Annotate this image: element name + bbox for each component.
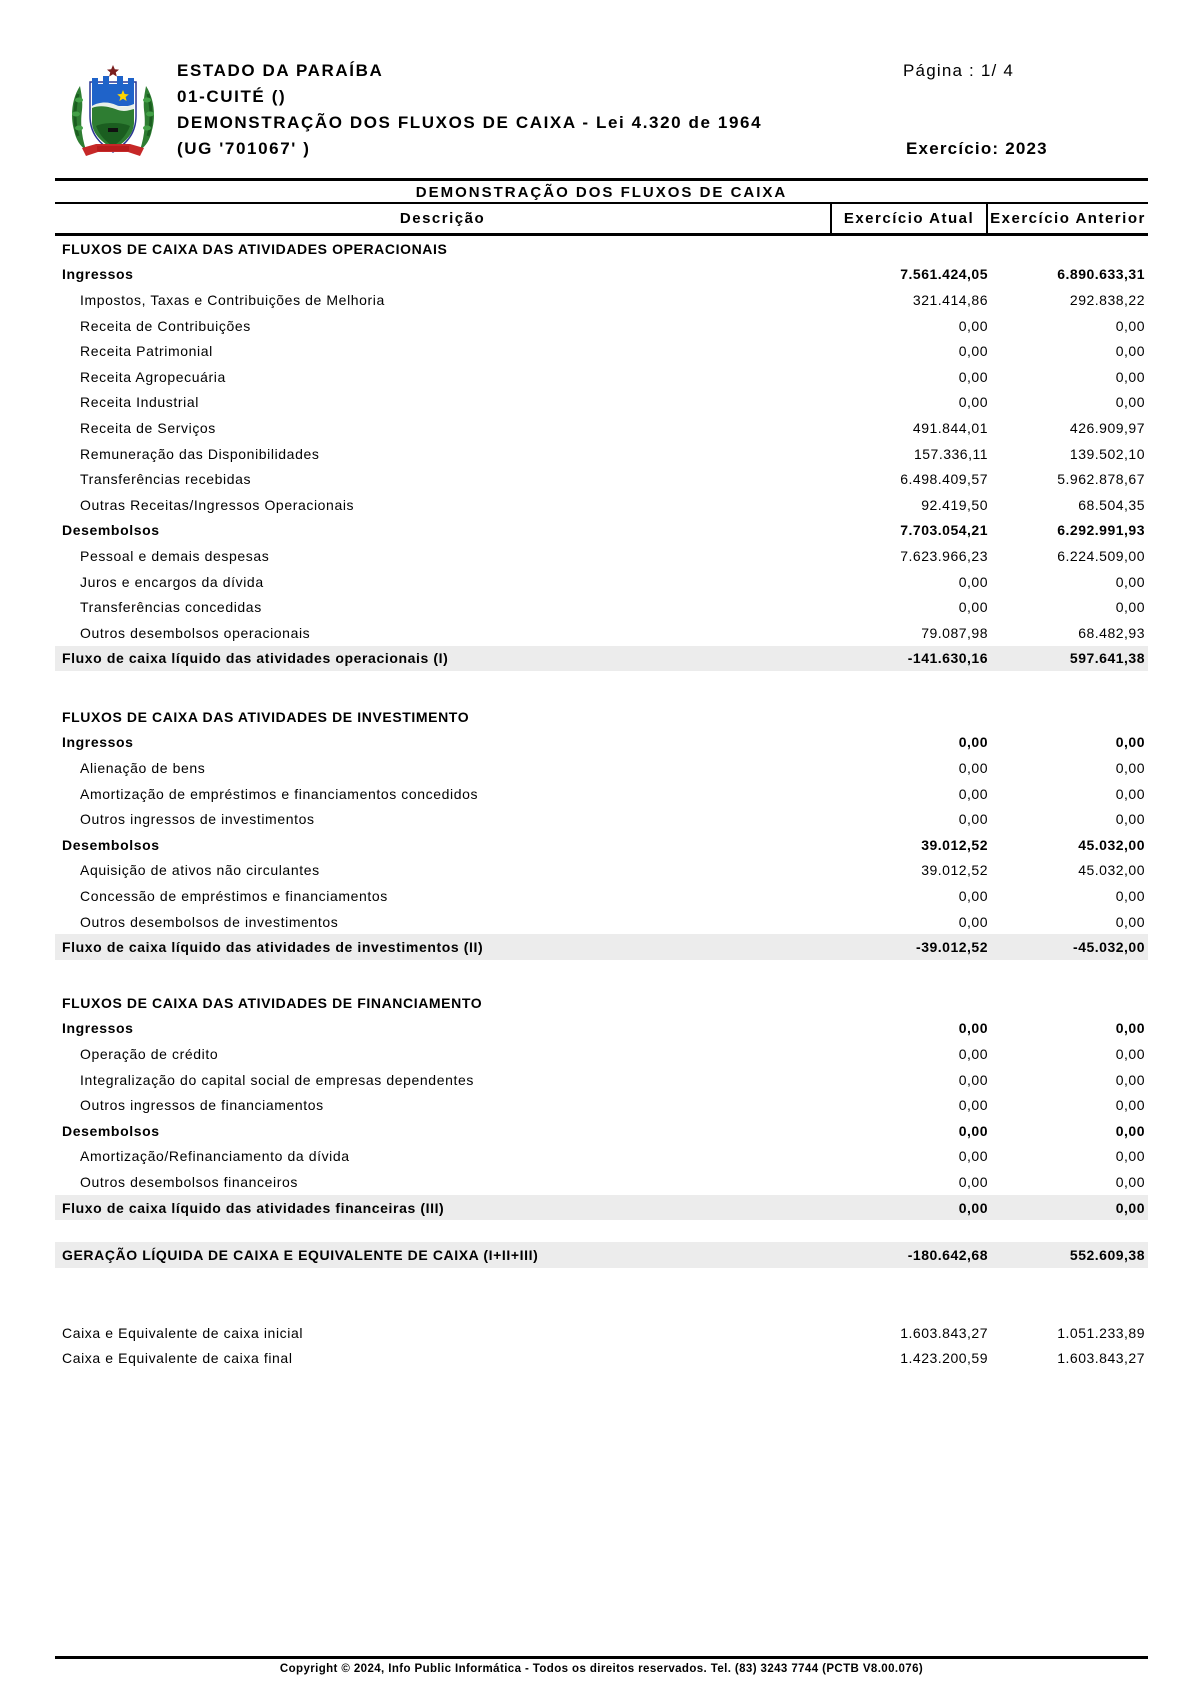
ug-code: (UG '701067' ) [177, 139, 311, 158]
row-label: Outros desembolsos financeiros [80, 1173, 298, 1190]
table-header-row [55, 204, 1148, 236]
value-exercicio-anterior: 6.224.509,00 [1057, 547, 1145, 564]
row-label: Receita Agropecuária [80, 368, 226, 385]
row-label: FLUXOS DE CAIXA DAS ATIVIDADES DE INVESTIMENTO [62, 708, 470, 725]
table-row [55, 1016, 1148, 1042]
total-row [55, 934, 1148, 960]
value-exercicio-anterior: 1.051.233,89 [1057, 1324, 1145, 1341]
value-exercicio-anterior: 1.603.843,27 [1057, 1350, 1145, 1367]
value-exercicio-anterior: 5.962.878,67 [1057, 471, 1145, 488]
value-exercicio-anterior: 292.838,22 [1069, 291, 1145, 308]
row-label: Receita Industrial [80, 394, 199, 411]
section-spacer [55, 1268, 1148, 1320]
row-label: Caixa e Equivalente de caixa final [62, 1350, 293, 1367]
value-exercicio-atual: 321.414,86 [912, 291, 988, 308]
value-exercicio-anterior: 139.502,10 [1069, 445, 1145, 462]
table-row [55, 1169, 1148, 1195]
value-exercicio-atual: 0,00 [958, 317, 988, 334]
table-row [55, 1320, 1148, 1346]
value-exercicio-anterior: 0,00 [1115, 1199, 1145, 1216]
row-label: Desembolsos [62, 522, 160, 539]
table-row [55, 569, 1148, 595]
value-exercicio-anterior: 0,00 [1115, 1122, 1145, 1139]
value-exercicio-atual: 0,00 [958, 1020, 988, 1037]
row-label: Fluxo de caixa líquido das atividades de investimentos (II) [62, 939, 484, 956]
value-exercicio-atual: 0,00 [958, 1173, 988, 1190]
column-header-exercicio-anterior: Exercício Anterior [990, 210, 1146, 227]
value-exercicio-anterior: 426.909,97 [1069, 419, 1145, 436]
table-title: DEMONSTRAÇÃO DOS FLUXOS DE CAIXA [55, 181, 1148, 204]
value-exercicio-anterior: 0,00 [1115, 785, 1145, 802]
value-exercicio-atual: 0,00 [958, 1046, 988, 1063]
row-label: GERAÇÃO LÍQUIDA DE CAIXA E EQUIVALENTE DE CAIXA (I+II+III) [62, 1247, 539, 1264]
table-row [55, 620, 1148, 646]
value-exercicio-anterior: 0,00 [1115, 811, 1145, 828]
value-exercicio-atual: 79.087,98 [921, 624, 988, 641]
table-row [55, 806, 1148, 832]
value-exercicio-atual: 0,00 [958, 1148, 988, 1165]
table-row [55, 441, 1148, 467]
value-exercicio-atual: 0,00 [958, 785, 988, 802]
table-row [55, 338, 1148, 364]
table-row [55, 1144, 1148, 1170]
value-exercicio-atual: 1.603.843,27 [900, 1324, 988, 1341]
report-header [177, 58, 762, 162]
value-exercicio-atual: 0,00 [958, 1071, 988, 1088]
table-row [55, 1118, 1148, 1144]
table-row [55, 390, 1148, 416]
row-label: Desembolsos [62, 1122, 160, 1139]
value-exercicio-anterior: 552.609,38 [1069, 1247, 1145, 1264]
table-row [55, 1092, 1148, 1118]
value-exercicio-atual: 0,00 [958, 343, 988, 360]
row-label: Receita Patrimonial [80, 343, 213, 360]
value-exercicio-atual: 0,00 [958, 888, 988, 905]
row-label: FLUXOS DE CAIXA DAS ATIVIDADES DE FINANCIAMENTO [62, 994, 483, 1011]
table-row [55, 415, 1148, 441]
value-exercicio-anterior: 0,00 [1115, 394, 1145, 411]
table-row [55, 832, 1148, 858]
value-exercicio-atual: 0,00 [958, 1097, 988, 1114]
value-exercicio-anterior: 597.641,38 [1069, 650, 1145, 667]
row-label: Impostos, Taxas e Contribuições de Melhoria [80, 291, 385, 308]
table-row [55, 730, 1148, 756]
copyright-text: Copyright © 2024, Info Public Informática - Todos os direitos reservados. Tel. (83) 3243 7744 (PCTB V8.00.076) [279, 1663, 924, 1675]
row-label: Ingressos [62, 1020, 134, 1037]
section-spacer [55, 960, 1148, 990]
table-row [55, 781, 1148, 807]
value-exercicio-atual: 6.498.409,57 [900, 471, 988, 488]
table-row [55, 1067, 1148, 1093]
value-exercicio-anterior: 6.890.633,31 [1057, 266, 1145, 283]
column-header-descricao: Descrição [55, 204, 832, 233]
table-row [55, 1041, 1148, 1067]
row-label: Caixa e Equivalente de caixa inicial [62, 1324, 304, 1341]
value-exercicio-atual: 39.012,52 [921, 836, 988, 853]
row-label: Outros ingressos de financiamentos [80, 1097, 324, 1114]
row-label: Operação de crédito [80, 1046, 219, 1063]
paraiba-coat-of-arms-icon [66, 64, 160, 166]
row-label: Receita de Serviços [80, 419, 216, 436]
value-exercicio-anterior: 0,00 [1115, 913, 1145, 930]
value-exercicio-anterior: 0,00 [1115, 317, 1145, 334]
value-exercicio-anterior: 0,00 [1115, 599, 1145, 616]
value-exercicio-atual: 157.336,11 [913, 445, 988, 462]
table-body [55, 236, 1148, 1371]
table-row [55, 518, 1148, 544]
total-row [55, 1195, 1148, 1221]
value-exercicio-atual: 0,00 [958, 913, 988, 930]
value-exercicio-atual: 0,00 [958, 760, 988, 777]
table-row [55, 594, 1148, 620]
value-exercicio-atual: 0,00 [958, 394, 988, 411]
value-exercicio-atual: -39.012,52 [916, 939, 988, 956]
value-exercicio-atual: 7.623.966,23 [900, 547, 988, 564]
row-label: Outros desembolsos operacionais [80, 624, 311, 641]
value-exercicio-anterior: 6.292.991,93 [1057, 522, 1145, 539]
table-row [55, 858, 1148, 884]
table-row [55, 466, 1148, 492]
row-label: Ingressos [62, 734, 134, 751]
row-label: Transferências recebidas [80, 471, 252, 488]
table-row [55, 287, 1148, 313]
row-label: Concessão de empréstimos e financiamentos [80, 888, 388, 905]
column-header-exercicio-atual: Exercício Atual [832, 204, 988, 233]
row-label: Pessoal e demais despesas [80, 547, 270, 564]
value-exercicio-atual: 7.703.054,21 [900, 522, 988, 539]
value-exercicio-atual: 0,00 [958, 1122, 988, 1139]
table-row [55, 755, 1148, 781]
value-exercicio-atual: 39.012,52 [921, 862, 988, 879]
section-heading-row [55, 236, 1148, 262]
value-exercicio-atual: 0,00 [958, 1199, 988, 1216]
value-exercicio-atual: 1.423.200,59 [900, 1350, 988, 1367]
table-row [55, 883, 1148, 909]
entity-name: 01-CUITÉ () [177, 87, 287, 106]
value-exercicio-atual: 92.419,50 [921, 496, 988, 513]
value-exercicio-atual: 0,00 [958, 368, 988, 385]
table-row [55, 364, 1148, 390]
value-exercicio-anterior: 0,00 [1115, 1148, 1145, 1165]
cash-flow-table [55, 178, 1148, 1371]
row-label: Juros e encargos da dívida [80, 573, 264, 590]
value-exercicio-anterior: 0,00 [1115, 888, 1145, 905]
row-label: Desembolsos [62, 836, 160, 853]
value-exercicio-anterior: 68.504,35 [1078, 496, 1145, 513]
row-label: Remuneração das Disponibilidades [80, 445, 320, 462]
report-title: DEMONSTRAÇÃO DOS FLUXOS DE CAIXA - Lei 4.320 de 1964 [177, 113, 763, 132]
value-exercicio-atual: 0,00 [958, 599, 988, 616]
row-label: Alienação de bens [80, 760, 206, 777]
row-label: Aquisição de ativos não circulantes [80, 862, 320, 879]
value-exercicio-anterior: 45.032,00 [1078, 862, 1145, 879]
row-label: Outros ingressos de investimentos [80, 811, 315, 828]
value-exercicio-atual: 491.844,01 [912, 419, 988, 436]
value-exercicio-atual: 0,00 [958, 734, 988, 751]
section-heading-row [55, 990, 1148, 1016]
row-label: Amortização/Refinanciamento da dívida [80, 1148, 350, 1165]
value-exercicio-atual: 0,00 [958, 811, 988, 828]
total-row [55, 1242, 1148, 1268]
section-spacer [55, 671, 1148, 704]
row-label: Receita de Contribuições [80, 317, 251, 334]
value-exercicio-anterior: 0,00 [1115, 1071, 1145, 1088]
row-label: Transferências concedidas [80, 599, 262, 616]
value-exercicio-anterior: 0,00 [1115, 760, 1145, 777]
org-name: ESTADO DA PARAÍBA [177, 61, 384, 80]
table-row [55, 909, 1148, 935]
value-exercicio-anterior: 0,00 [1115, 368, 1145, 385]
page-footer [55, 1656, 1148, 1675]
value-exercicio-anterior: 68.482,93 [1078, 624, 1145, 641]
row-label: Amortização de empréstimos e financiamentos concedidos [80, 785, 479, 802]
total-row [55, 646, 1148, 672]
value-exercicio-atual: -141.630,16 [907, 650, 988, 667]
row-label: Fluxo de caixa líquido das atividades financeiras (III) [62, 1199, 445, 1216]
value-exercicio-anterior: 0,00 [1115, 573, 1145, 590]
table-row [55, 1346, 1148, 1372]
row-label: Outros desembolsos de investimentos [80, 913, 339, 930]
row-label: FLUXOS DE CAIXA DAS ATIVIDADES OPERACIONAIS [62, 240, 448, 257]
row-label: Outras Receitas/Ingressos Operacionais [80, 496, 355, 513]
table-row [55, 492, 1148, 518]
table-row [55, 543, 1148, 569]
table-row [55, 262, 1148, 288]
value-exercicio-anterior: 0,00 [1115, 734, 1145, 751]
section-spacer [55, 1220, 1148, 1242]
row-label: Fluxo de caixa líquido das atividades operacionais (I) [62, 650, 449, 667]
value-exercicio-atual: 0,00 [958, 573, 988, 590]
value-exercicio-atual: 7.561.424,05 [900, 266, 988, 283]
value-exercicio-anterior: -45.032,00 [1073, 939, 1145, 956]
value-exercicio-anterior: 0,00 [1115, 1046, 1145, 1063]
table-row [55, 313, 1148, 339]
value-exercicio-atual: -180.642,68 [907, 1247, 988, 1264]
section-heading-row [55, 704, 1148, 730]
value-exercicio-anterior: 45.032,00 [1078, 836, 1145, 853]
value-exercicio-anterior: 0,00 [1115, 343, 1145, 360]
value-exercicio-anterior: 0,00 [1115, 1097, 1145, 1114]
value-exercicio-anterior: 0,00 [1115, 1020, 1145, 1037]
value-exercicio-anterior: 0,00 [1115, 1173, 1145, 1190]
page-number: Página : 1/ 4 [903, 61, 1015, 80]
exercise-year: Exercício: 2023 [906, 139, 1048, 158]
row-label: Integralização do capital social de empresas dependentes [80, 1071, 474, 1088]
row-label: Ingressos [62, 266, 134, 283]
